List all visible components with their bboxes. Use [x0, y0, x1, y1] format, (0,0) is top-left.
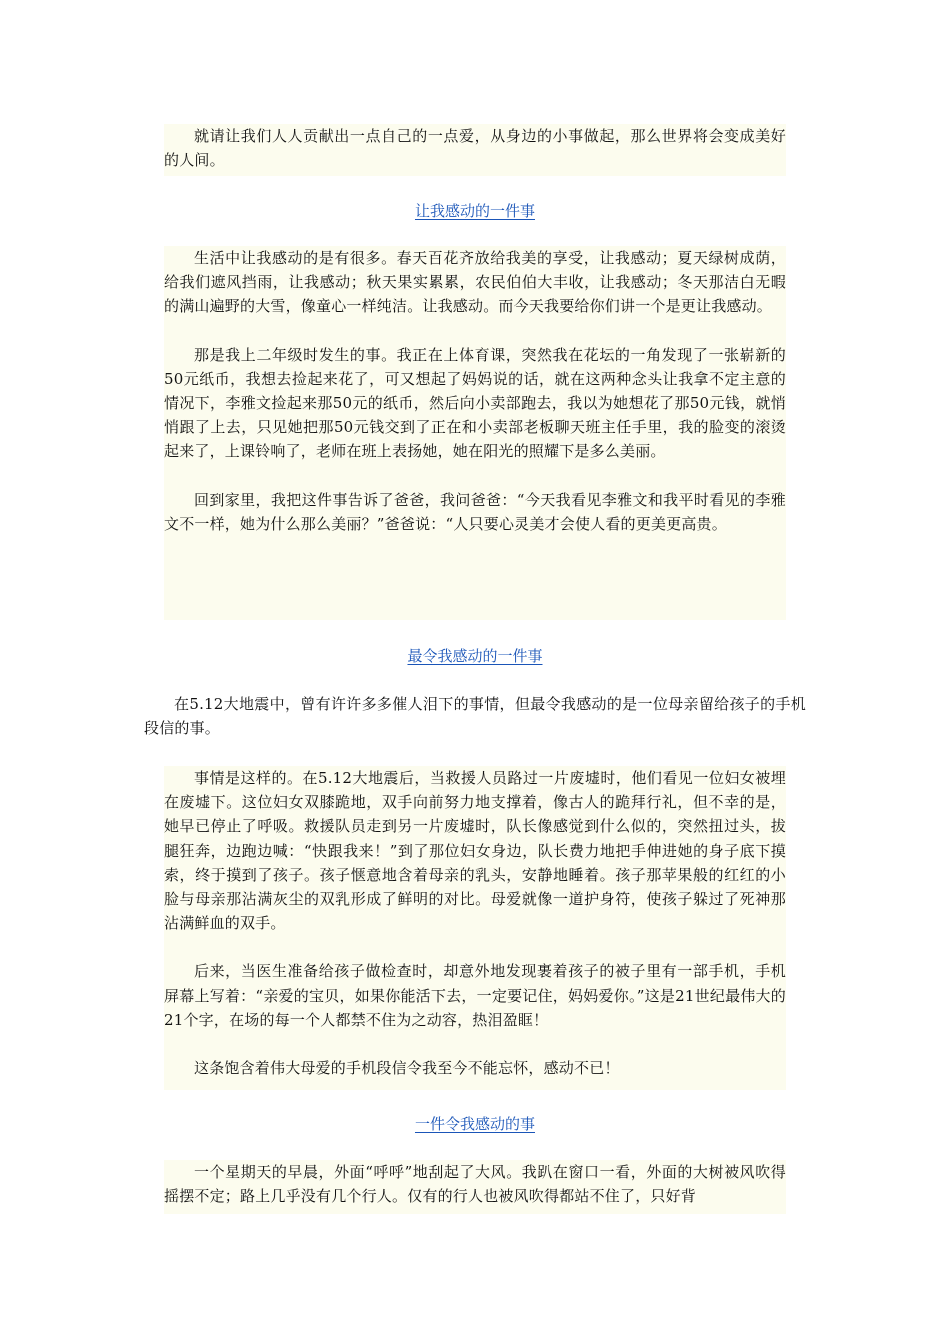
section3-title-link[interactable]: 最令我感动的一件事 [407, 647, 543, 665]
paragraph: 就请让我们人人贡献出一点自己的一点爱，从身边的小事做起，那么世界将会变成美好的人间。 [164, 127, 786, 170]
paragraph: 在5.12大地震中，曾有许许多多催人泪下的事情，但最令我感动的是一位母亲留给孩子的手机段信的事。 [144, 695, 806, 738]
paragraph: 后来，当医生准备给孩子做检查时，却意外地发现裹着孩子的被子里有一部手机，手机屏幕上写着：“亲爱的宝贝，如果你能活下去，一定要记住，妈妈爱你。”这是21世纪最伟大的21个字，在场的每一个人都禁不住为之动容，热泪盈眶！ [164, 962, 786, 1029]
paragraph: 生活中让我感动的是有很多。春天百花齐放给我美的享受，让我感动；夏天绿树成荫，给我们遮风挡雨，让我感动；秋天果实累累，农民伯伯大丰收，让我感动；冬天那洁白无暇的满山遍野的大雪，像童心一样纯洁。让我感动。而今天我要给你们讲一个是更让我感动。 [164, 249, 786, 316]
paragraph: 回到家里，我把这件事告诉了爸爸，我问爸爸：“今天我看见李雅文和我平时看见的李雅文不一样，她为什么那么美丽？”爸爸说：“人只要心灵美才会使人看的更美更高贵。 [164, 490, 786, 533]
paragraph: 那是我上二年级时发生的事。我正在上体育课，突然我在花坛的一角发现了一张崭新的50元纸币，我想去捡起来花了，可又想起了妈妈说的话，就在这两种念头让我拿不定主意的情况下，李雅文捡起来那50元的纸币，然后向小卖部跑去，我以为她想花了那50元钱，就悄悄跟了上去，只见她把那50元钱交到了正在和小卖部老板聊天班主任手里，我的脸变的滚烫起来了，上课铃响了，老师在班上表扬她，她在阳光的照耀下是多么美丽。 [164, 345, 786, 461]
section1-text [164, 124, 786, 176]
section3-intro [144, 692, 806, 740]
section4-title[interactable] [0, 1113, 950, 1135]
section3-title[interactable] [0, 645, 950, 667]
paragraph: 一个星期天的早晨，外面“呼呼”地刮起了大风。我趴在窗口一看，外面的大树被风吹得摇摆不定；路上几乎没有几个行人。仅有的行人也被风吹得都站不住了，只好背 [164, 1163, 786, 1206]
section3-text [164, 766, 786, 1090]
section2-title-link[interactable]: 让我感动的一件事 [414, 202, 535, 220]
section4-title-link[interactable]: 一件令我感动的事 [414, 1115, 535, 1133]
paragraph: 这条饱含着伟大母爱的手机段信令我至今不能忘怀，感动不已！ [194, 1059, 620, 1078]
paragraph: 事情是这样的。在5.12大地震后，当救援人员路过一片废墟时，他们看见一位妇女被埋在废墟下。这位妇女双膝跪地，双手向前努力地支撑着，像古人的跪拜行礼，但不幸的是，她早已停止了呼吸。救援队员走到另一片废墟时，队长像感觉到什么似的，突然扭过头，拔腿狂奔，边跑边喊：“快跟我来！”到了那位妇女身边，队长费力地把手伸进她的身子底下摸索，终于摸到了孩子。孩子惬意地含着母亲的乳头，安静地睡着。孩子那苹果般的红红的小脸与母亲那沾满灰尘的双乳形成了鲜明的对比。母爱就像一道护身符，使孩子躲过了死神那沾满鲜血的双手。 [164, 769, 786, 933]
section2-title[interactable] [0, 200, 950, 222]
section2-text [164, 246, 786, 620]
section4-text [164, 1160, 786, 1214]
